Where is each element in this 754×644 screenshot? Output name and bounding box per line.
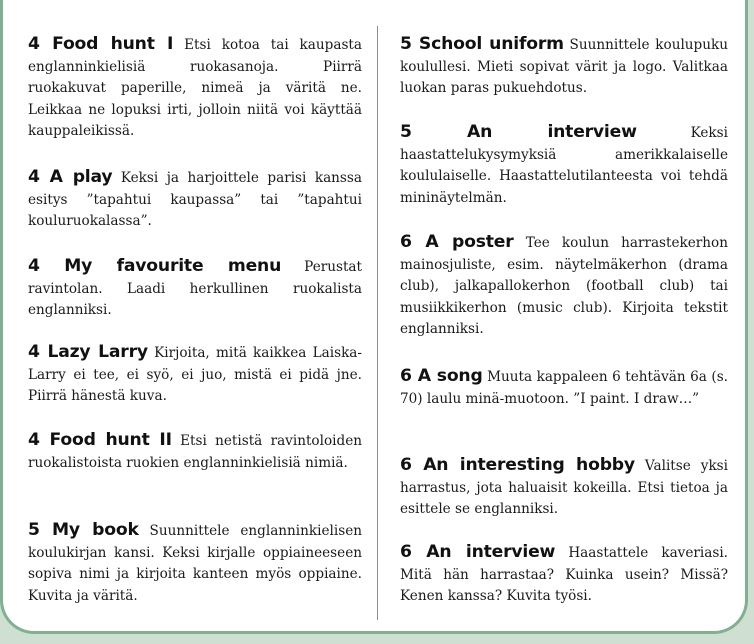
task-entry — [28, 342, 362, 408]
column-divider — [377, 26, 378, 620]
task-text: Etsi netistä ravintoloiden ruokalistoista ruokien englanninkielisiä nimiä. — [28, 433, 362, 471]
task-title: 6 A song — [400, 366, 483, 386]
task-title: 5 My book — [28, 520, 139, 540]
task-title: 4 A play — [28, 167, 113, 187]
task-text: Suunnittele koulupuku koulullesi. Mieti sopivat värit ja logo. Valitkaa luokan paras pukuehdotus. — [400, 37, 728, 97]
task-entry — [400, 122, 728, 209]
task-text: Valitse yksi harrastus, jota haluaisit kokeilla. Etsi tietoa ja esittele se englanniksi. — [400, 458, 729, 518]
task-text: Perustat ravintolan. Laadi herkullinen ruokalista englanniksi. — [28, 259, 362, 319]
task-entry — [28, 430, 362, 474]
task-text: Muuta kappaleen 6 tehtävän 6a (s. 70) laulu minä-muotoon. ”I paint. I draw…” — [400, 369, 729, 407]
task-title: 4 My favourite menu — [28, 256, 282, 276]
task-entry — [400, 34, 728, 100]
task-entry — [28, 34, 362, 143]
task-text: Keksi ja harjoittele parisi kanssa esitys ”tapahtui kaupassa” tai ”tapahtui kouluruokalassa”. — [28, 170, 362, 230]
task-text: Kirjoita, mitä kaikkea Laiska-Larry ei tee, ei syö, ei juo, mistä ei pidä jne. Piirrä hänestä kuva. — [28, 345, 362, 405]
task-title: 6 An interview — [400, 542, 556, 562]
task-text: Keksi haastattelukysymyksiä amerikkalaiselle koululaiselle. Haastattelutilanteesta voi tehdä mininäytelmän. — [400, 125, 728, 206]
task-entry — [28, 167, 362, 233]
task-text: Tee koulun harrastekerhon mainosjuliste, esim. näytelmäkerhon (drama club), jalkapallokerhon (football club) tai musiikkikerhon (music club). Kirjoita tekstit englanniksi. — [400, 235, 729, 338]
task-title: 5 School uniform — [400, 34, 564, 54]
task-entry — [400, 366, 728, 410]
task-title: 6 An interesting hobby — [400, 455, 635, 475]
task-title: 4 Food hunt II — [28, 430, 172, 450]
task-title: 4 Food hunt I — [28, 34, 174, 54]
task-text: Etsi kotoa tai kaupasta englanninkielisiä ruokasanoja. Piirrä ruokakuvat paperille, nimeä ja väritä ne. Leikkaa ne lopuksi irti, jolloin niitä voi käyttää kauppaleikissä. — [28, 37, 362, 140]
task-entry — [400, 455, 728, 521]
task-title: 4 Lazy Larry — [28, 342, 148, 362]
task-entry — [400, 232, 728, 341]
task-entry — [28, 256, 362, 322]
task-text: Suunnittele englanninkielisen koulukirjan kansi. Keksi kirjalle oppiaineeseen sopiva nimi ja kirjoita kanteen myös oppiaine. Kuvita ja väritä. — [28, 523, 363, 604]
task-entry — [28, 520, 362, 607]
task-text: Haastattele kaveriasi. Mitä hän harrastaa? Kuinka usein? Missä? Kenen kanssa? Kuvita työsi. — [400, 545, 728, 605]
task-title: 6 A poster — [400, 232, 514, 252]
task-title: 5 An interview — [400, 122, 637, 142]
task-entry — [400, 542, 728, 608]
